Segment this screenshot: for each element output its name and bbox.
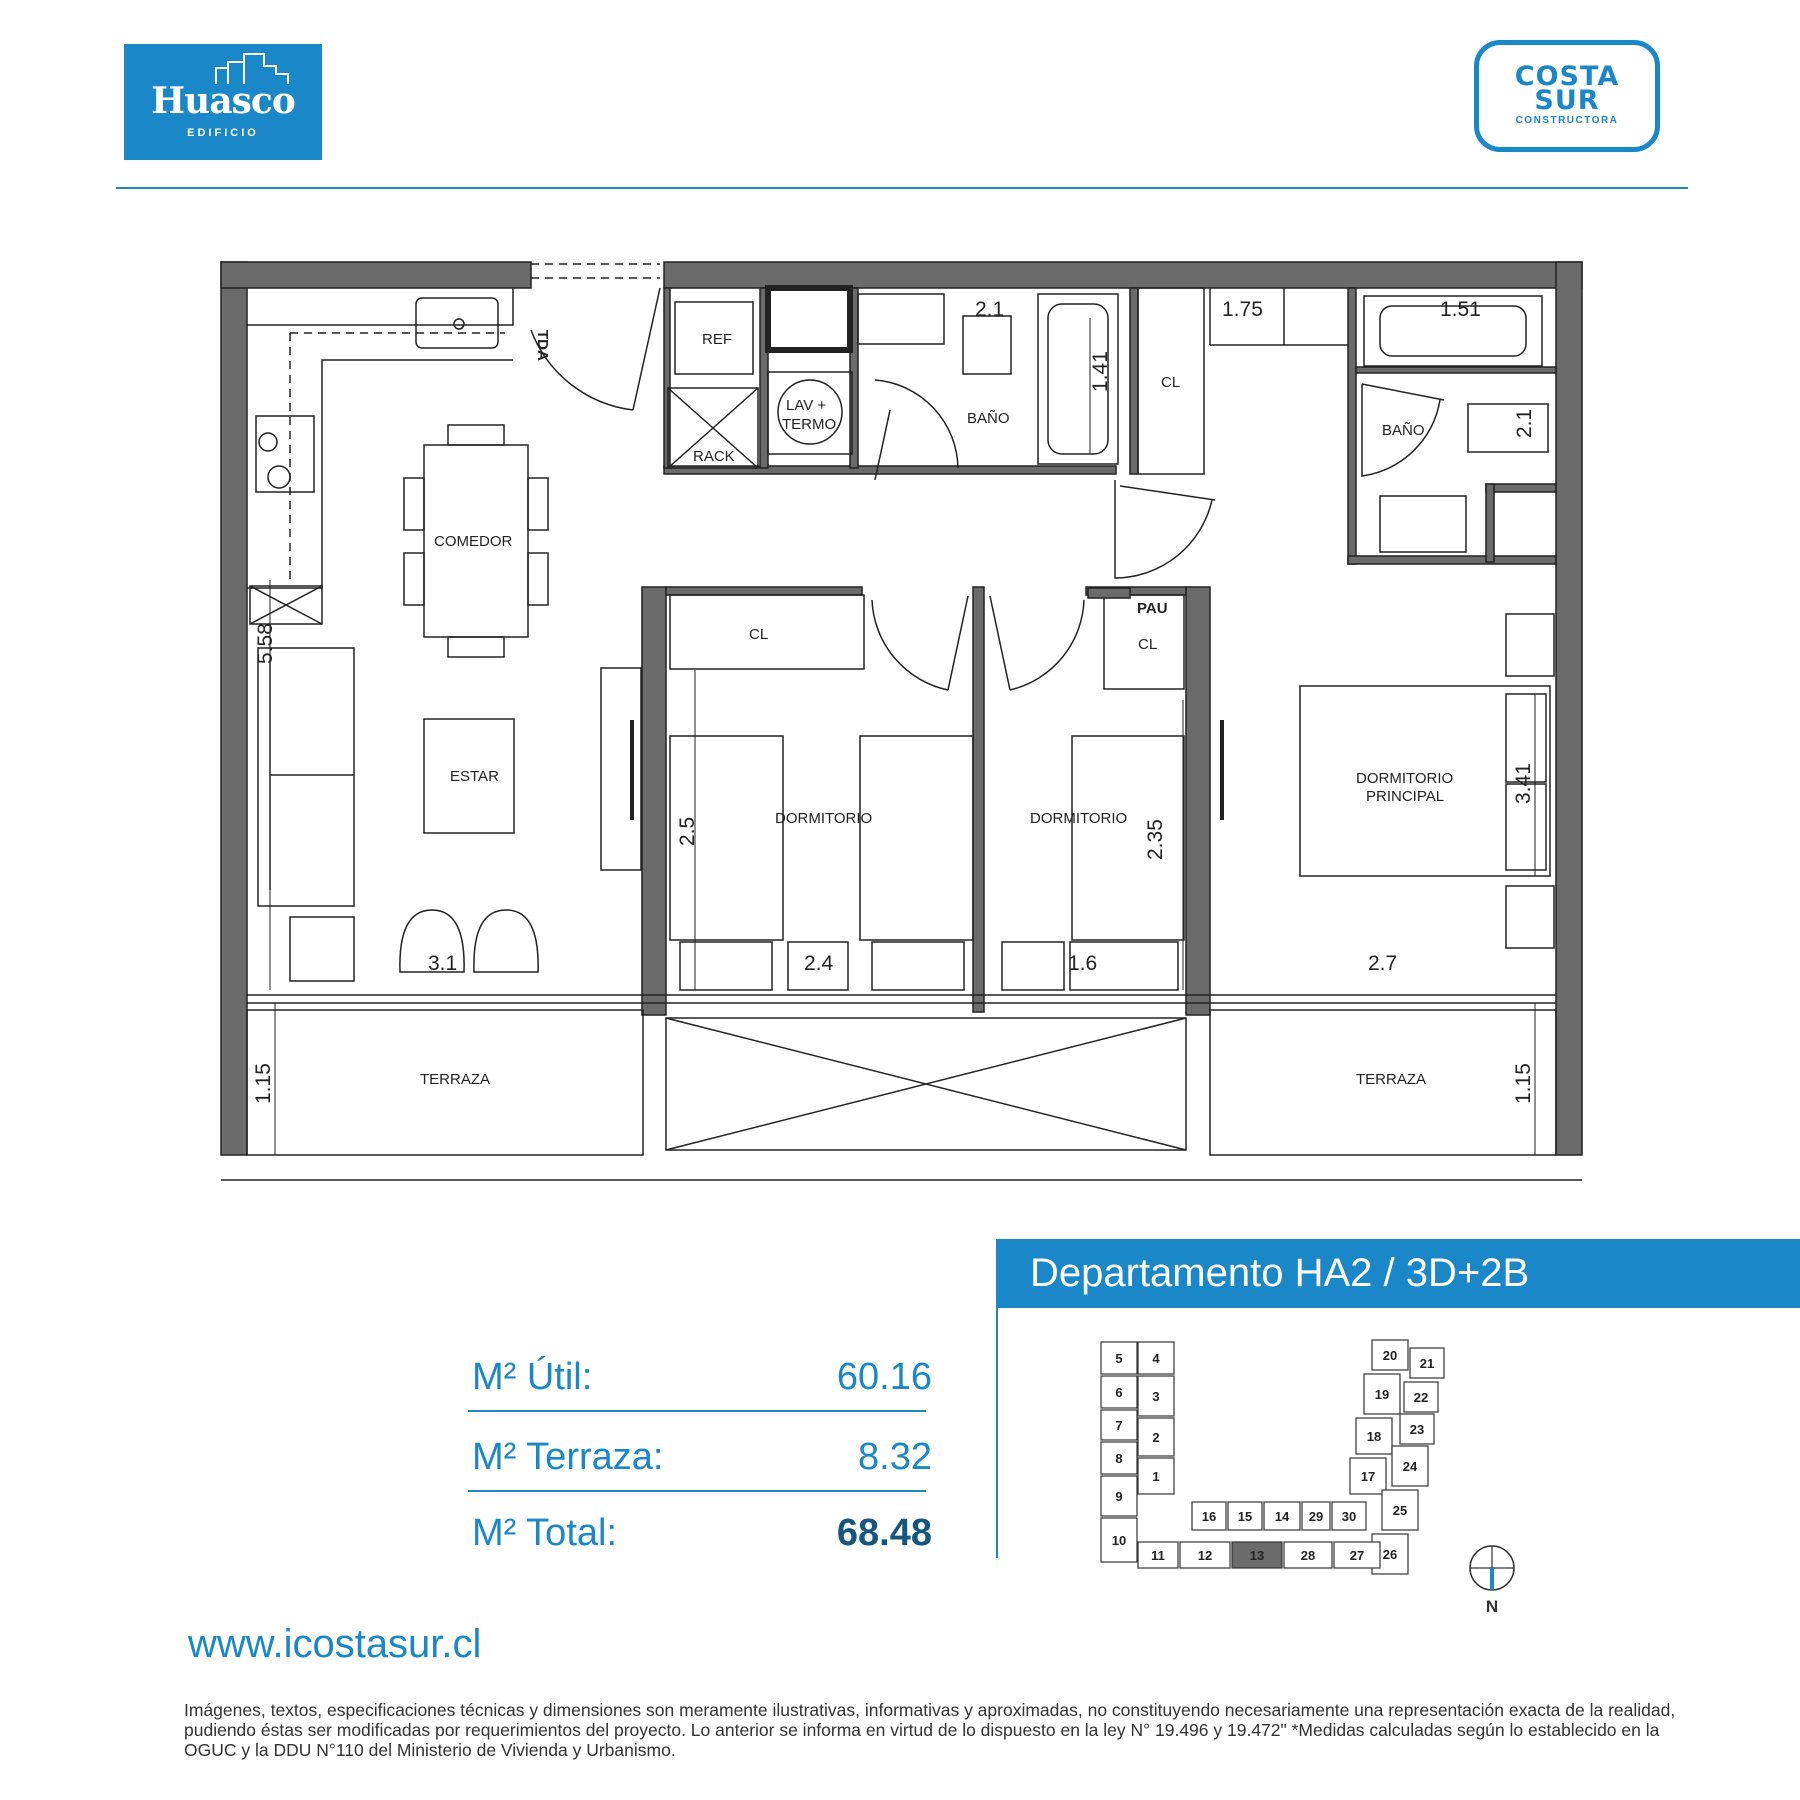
north-arrow-icon bbox=[1470, 1546, 1514, 1590]
label-rack: RACK bbox=[693, 448, 735, 465]
wall-north-left bbox=[221, 262, 531, 288]
label-dormitorio-principal-2: PRINCIPAL bbox=[1366, 788, 1445, 805]
keyplan-unit-label-2: 2 bbox=[1152, 1430, 1160, 1445]
armchair-2 bbox=[474, 910, 538, 972]
wall-bath1-right bbox=[1130, 288, 1138, 474]
wall-east bbox=[1556, 262, 1582, 1155]
dim-1-51: 1.51 bbox=[1440, 298, 1481, 321]
master-nightstand-1 bbox=[1506, 614, 1554, 676]
dorm1-nightstand-2 bbox=[872, 942, 964, 990]
keyplan-unit-label-13: 13 bbox=[1249, 1548, 1265, 1563]
costa-sur-logo-line2: SUR bbox=[1534, 85, 1600, 116]
wall-service-bottom bbox=[664, 466, 1116, 474]
hall-door-arc bbox=[1115, 480, 1212, 578]
bath2-door-leaf bbox=[1362, 384, 1444, 400]
area-row-util bbox=[472, 1348, 932, 1408]
dim-3-1: 3.1 bbox=[428, 952, 458, 975]
shaft-1 bbox=[768, 288, 850, 350]
dorm1-door-arc bbox=[872, 600, 948, 690]
wall-bath2-tub bbox=[1356, 367, 1556, 373]
dim-1-15-a: 1.15 bbox=[252, 1063, 275, 1104]
dorm2-door-arc bbox=[1010, 600, 1084, 690]
label-tda: TDA bbox=[534, 330, 551, 361]
cooktop bbox=[256, 416, 314, 492]
chair-l1 bbox=[404, 478, 424, 530]
keyplan-unit-label-23: 23 bbox=[1409, 1422, 1425, 1437]
area-total-label: M² Total: bbox=[472, 1512, 618, 1554]
keyplan-unit-label-18: 18 bbox=[1366, 1429, 1382, 1444]
area-terraza-value: 8.32 bbox=[858, 1436, 932, 1478]
building-key-plan bbox=[1100, 1330, 1520, 1620]
keyplan-unit-label-17: 17 bbox=[1360, 1469, 1376, 1484]
label-terraza-2: TERRAZA bbox=[1356, 1071, 1427, 1088]
dim-1-6: 1.6 bbox=[1068, 952, 1098, 975]
area-terraza-label: M² Terraza: bbox=[472, 1436, 664, 1478]
area-divider-1 bbox=[468, 1410, 926, 1412]
label-lav-1: LAV + bbox=[786, 397, 827, 414]
keyplan-unit-label-12: 12 bbox=[1197, 1548, 1213, 1563]
dim-3-41: 3.41 bbox=[1512, 763, 1535, 804]
chair-r2 bbox=[528, 553, 548, 605]
bath2-vanity bbox=[1380, 496, 1466, 552]
label-cl-dorm2: CL bbox=[1138, 636, 1158, 653]
wall-dorm1-top bbox=[666, 587, 862, 595]
dim-2-7: 2.7 bbox=[1368, 952, 1398, 975]
keyplan-unit-label-11: 11 bbox=[1151, 1548, 1165, 1563]
label-dormitorio-1: DORMITORIO bbox=[775, 810, 873, 827]
keyplan-unit-label-26: 26 bbox=[1382, 1547, 1398, 1562]
area-util-value: 60.16 bbox=[836, 1356, 932, 1398]
keyplan-unit-label-30: 30 bbox=[1341, 1509, 1357, 1524]
dorm2-bed bbox=[1072, 736, 1184, 940]
dim-2-1-a: 2.1 bbox=[975, 298, 1005, 321]
pau-panel bbox=[1088, 588, 1130, 598]
entrance-door-leaf bbox=[633, 288, 660, 410]
label-bano-1: BAÑO bbox=[967, 410, 1010, 427]
label-dormitorio-principal-1: DORMITORIO bbox=[1356, 770, 1454, 787]
area-divider-2 bbox=[468, 1490, 926, 1492]
wall-dorm-middle bbox=[973, 587, 984, 1012]
keyplan-unit-label-7: 7 bbox=[1115, 1418, 1123, 1433]
unit-title: Departamento HA2 / 3D+2B bbox=[996, 1239, 1800, 1308]
keyplan-unit-label-9: 9 bbox=[1115, 1489, 1123, 1504]
bath1-toilet bbox=[963, 316, 1011, 374]
keyplan-unit-label-8: 8 bbox=[1115, 1451, 1123, 1466]
keyplan-unit-label-25: 25 bbox=[1392, 1503, 1408, 1518]
label-dormitorio-2: DORMITORIO bbox=[1030, 810, 1128, 827]
dorm1-door-leaf bbox=[948, 596, 968, 690]
dim-1-75: 1.75 bbox=[1222, 298, 1263, 321]
chair-l2 bbox=[404, 553, 424, 605]
wall-service-left bbox=[664, 288, 670, 468]
label-cl-hall: CL bbox=[1161, 374, 1181, 391]
keyplan-unit-label-22: 22 bbox=[1413, 1390, 1429, 1405]
keyplan-unit-label-15: 15 bbox=[1237, 1509, 1253, 1524]
dim-1-15-b: 1.15 bbox=[1512, 1063, 1535, 1104]
disclaimer-text: Imágenes, textos, especificaciones técnicas y dimensiones son meramente ilustrativas, informativas y aproximadas, no constituyendo necesariamente una representación exacta de la realidad, pudiendo éstas ser modificadas por requerimientos del proyecto. Lo anterior se informa en virtud de lo dispuesto en la ley N° 19.496 y 19.472" *Medidas calculadas según lo establecido en la OGUC y la DDU N°110 del Ministerio de Vivienda y Urbanismo. bbox=[184, 1700, 1676, 1760]
keyplan-unit-label-5: 5 bbox=[1115, 1351, 1123, 1366]
chair-r1 bbox=[528, 478, 548, 530]
keyplan-unit-label-27: 27 bbox=[1349, 1548, 1365, 1563]
dorm2-desk bbox=[1002, 942, 1064, 990]
master-nightstand-2 bbox=[1506, 886, 1554, 948]
dim-2-4: 2.4 bbox=[804, 952, 834, 975]
label-cl-dorm1: CL bbox=[749, 626, 769, 643]
costa-sur-logo-line3: CONSTRUCTORA bbox=[1515, 115, 1619, 126]
kitchen-counter-side bbox=[247, 360, 513, 588]
north-label: N bbox=[1485, 1597, 1499, 1616]
label-terraza-1: TERRAZA bbox=[420, 1071, 491, 1088]
keyplan-unit-label-21: 21 bbox=[1419, 1356, 1435, 1371]
side-table bbox=[290, 917, 354, 981]
area-total-value: 68.48 bbox=[836, 1512, 932, 1554]
dim-5-58: 5.58 bbox=[254, 623, 277, 664]
area-row-terraza bbox=[472, 1428, 932, 1488]
costa-sur-logo-line1: COSTA bbox=[1514, 61, 1620, 92]
kitchen-sink bbox=[416, 298, 498, 348]
wall-dorm-right bbox=[1186, 587, 1210, 1015]
keyplan-unit-label-19: 19 bbox=[1374, 1387, 1390, 1402]
keyplan-unit-label-10: 10 bbox=[1111, 1533, 1127, 1548]
dorm2-door-leaf bbox=[990, 596, 1010, 690]
chair-top bbox=[448, 425, 504, 445]
sofa bbox=[258, 648, 354, 906]
area-util-label: M² Útil: bbox=[472, 1356, 593, 1398]
bath1-vanity bbox=[858, 294, 944, 344]
wall-bath2-bottom bbox=[1348, 556, 1556, 564]
huasco-logo-sub: EDIFICIO bbox=[187, 127, 259, 139]
keyplan-unit-label-3: 3 bbox=[1152, 1389, 1160, 1404]
dim-2-1-b: 2.1 bbox=[1513, 408, 1536, 438]
wall-bath2-shaft-side bbox=[1486, 484, 1494, 562]
label-pau: PAU bbox=[1137, 600, 1168, 617]
kitchen-counter-top bbox=[247, 288, 513, 325]
bath2-toilet bbox=[1468, 404, 1548, 452]
burner-2 bbox=[268, 466, 290, 488]
entrance-threshold bbox=[531, 264, 660, 278]
keyplan-unit-label-14: 14 bbox=[1274, 1509, 1290, 1524]
keyplan-unit-label-28: 28 bbox=[1300, 1548, 1316, 1563]
label-comedor: COMEDOR bbox=[434, 533, 513, 550]
dorm1-nightstand-1 bbox=[680, 942, 772, 990]
label-ref: REF bbox=[702, 331, 732, 348]
keyplan-unit-label-6: 6 bbox=[1115, 1385, 1123, 1400]
banner-rule bbox=[996, 1308, 998, 1558]
wall-west bbox=[221, 262, 247, 1155]
dim-2-35: 2.35 bbox=[1144, 819, 1167, 860]
website-link[interactable]: www.icostasur.cl bbox=[188, 1622, 482, 1666]
wall-north-right bbox=[664, 262, 1582, 288]
area-row-total bbox=[472, 1504, 932, 1564]
wall-bath2-left bbox=[1348, 288, 1356, 564]
wall-dorm-left bbox=[642, 587, 666, 1015]
wall-bath2-shaft bbox=[1486, 484, 1556, 492]
hall-door-leaf bbox=[1120, 486, 1215, 500]
keyplan-unit-label-20: 20 bbox=[1382, 1348, 1398, 1363]
tv-unit bbox=[601, 668, 641, 870]
huasco-logo-name: Huasco bbox=[151, 80, 295, 122]
dorm1-bed-2 bbox=[860, 736, 973, 940]
sink-drain bbox=[454, 319, 464, 329]
chair-bottom bbox=[448, 637, 504, 657]
label-lav-2: TERMO bbox=[782, 416, 837, 433]
dim-1-41: 1.41 bbox=[1089, 351, 1112, 392]
keyplan-unit-label-16: 16 bbox=[1201, 1509, 1217, 1524]
label-bano-2: BAÑO bbox=[1382, 422, 1425, 439]
keyplan-unit-label-1: 1 bbox=[1152, 1469, 1160, 1484]
keyplan-unit-label-29: 29 bbox=[1308, 1509, 1324, 1524]
burner-1 bbox=[259, 433, 277, 451]
keyplan-unit-label-4: 4 bbox=[1152, 1351, 1160, 1366]
label-estar: ESTAR bbox=[450, 768, 499, 785]
dim-2-5: 2.5 bbox=[676, 816, 699, 846]
keyplan-unit-label-24: 24 bbox=[1402, 1459, 1418, 1474]
